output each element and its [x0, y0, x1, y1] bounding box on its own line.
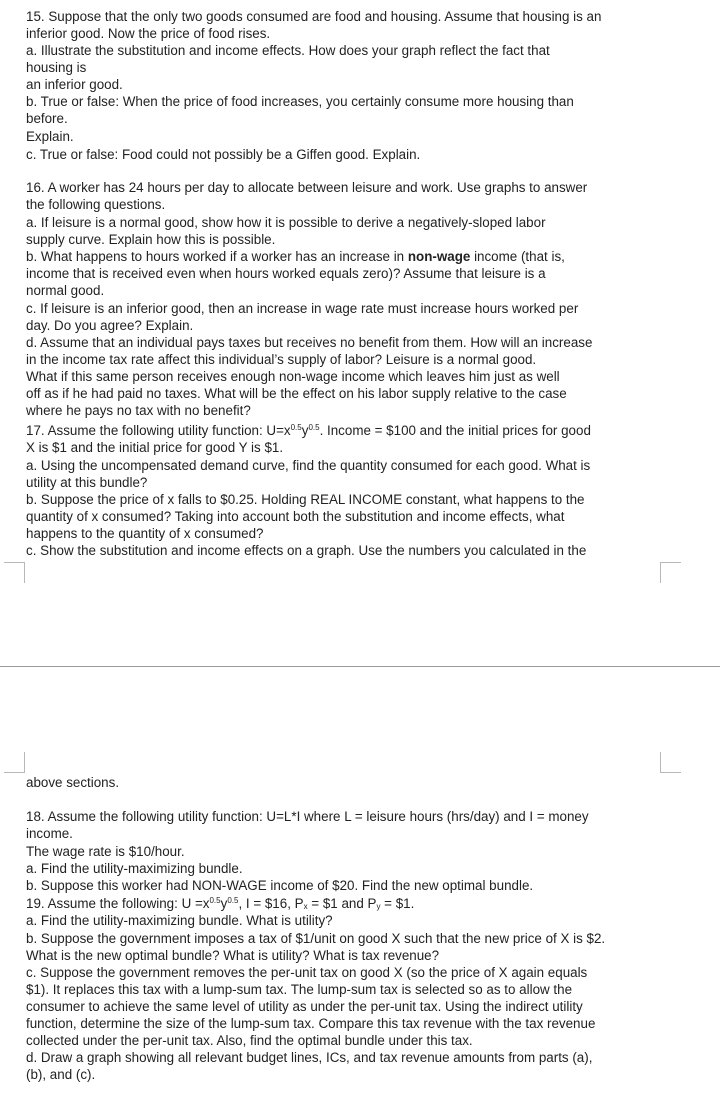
q17-part-b-cont: quantity of x consumed? Taking into account both the substitution and income effects, what: [26, 509, 565, 524]
q15-stem: 15. Suppose that the only two goods consumed are food and housing. Assume that housing is an: [26, 9, 602, 24]
q16-part-a-cont: supply curve. Explain how this is possible.: [26, 232, 276, 247]
q17-stem-cont: X is $1 and the initial price for good Y is $1.: [26, 440, 284, 455]
q18-stem: 18. Assume the following utility function: U=L*I where L = leisure hours (hrs/day) and I = money: [26, 809, 589, 824]
exponent: 0.5: [290, 423, 302, 432]
q19-part-d: d. Draw a graph showing all relevant budget lines, ICs, and tax revenue amounts from parts (a),: [26, 1050, 593, 1065]
q17-part-b: b. Suppose the price of x falls to $0.25. Holding REAL INCOME constant, what happens to the: [26, 492, 585, 507]
var-y: y: [301, 423, 309, 438]
q15-stem-cont: inferior good. Now the price of food rises.: [26, 26, 271, 41]
crop-mark-bottom-right: [660, 752, 681, 773]
q19-stem-text: 19. Assume the following: U =x: [26, 896, 210, 911]
q17-stem: [26, 422, 591, 439]
q19-part-b-cont: What is the new optimal bundle? What is utility? What is tax revenue?: [26, 948, 440, 963]
q15-part-a-cont: housing is: [26, 60, 87, 75]
q19-stem-text: , I = $16, P: [238, 896, 304, 911]
var-y: y: [220, 896, 228, 911]
crop-mark-bottom-left: [4, 752, 25, 773]
q16-part-d-cont: What if this same person receives enough non-wage income which leaves him just as well: [26, 369, 560, 384]
q19-stem: [26, 895, 414, 912]
q17-part-c-cont: above sections.: [26, 775, 120, 790]
q17-part-a: a. Using the uncompensated demand curve, find the quantity consumed for each good. What is: [26, 458, 591, 473]
q15-part-c: c. True or false: Food could not possibly be a Giffen good. Explain.: [26, 147, 421, 162]
q16-part-d-cont: in the income tax rate affect this individual’s supply of labor? Leisure is a normal good.: [26, 352, 537, 367]
q17-stem-text: 17. Assume the following utility function: U=x: [26, 423, 291, 438]
q18-stem-cont: income.: [26, 826, 73, 841]
q16-stem: 16. A worker has 24 hours per day to allocate between leisure and work. Use graphs to answer: [26, 180, 588, 195]
q16-part-c-cont: day. Do you agree? Explain.: [26, 318, 194, 333]
q19-part-d-cont: (b), and (c).: [26, 1067, 96, 1082]
subscript: x: [303, 902, 308, 911]
q19-part-c-cont: consumer to achieve the same level of utility as under the per-unit tax. Using the indirect utility: [26, 999, 583, 1014]
exponent: 0.5: [227, 896, 239, 905]
q19-part-c-cont: $1). It replaces this tax with a lump-sum tax. The lump-sum tax is selected so as to allow the: [26, 982, 573, 997]
q15-part-b-cont: Explain.: [26, 129, 74, 144]
q16-part-c: c. If leisure is an inferior good, then an increase in wage rate must increase hours worked per: [26, 301, 579, 316]
q15-part-b: b. True or false: When the price of food increases, you certainly consume more housing than: [26, 94, 574, 109]
q17-part-a-cont: utility at this bundle?: [26, 475, 148, 490]
crop-mark-top-right: [660, 562, 681, 583]
q17-part-c: c. Show the substitution and income effects on a graph. Use the numbers you calculated in the: [26, 543, 587, 558]
q19-part-c: c. Suppose the government removes the per-unit tax on good X (so the price of X again equals: [26, 965, 588, 980]
q15-part-a: a. Illustrate the substitution and income effects. How does your graph reflect the fact that: [26, 43, 550, 58]
subscript: y: [376, 902, 381, 911]
q16-part-b-cont: normal good.: [26, 283, 105, 298]
q16-stem-cont: the following questions.: [26, 197, 166, 212]
q16-b-text-end: income (that is,: [470, 249, 565, 264]
q18-part-b: b. Suppose this worker had NON-WAGE income of $20. Find the new optimal bundle.: [26, 878, 534, 893]
q15-part-b-cont: before.: [26, 111, 68, 126]
q18-wage: The wage rate is $10/hour.: [26, 844, 185, 859]
q19-part-a: a. Find the utility-maximizing bundle. What is utility?: [26, 913, 333, 928]
q16-part-d-cont: off as if he had paid no taxes. What will be the effect on his labor supply relative to the case: [26, 386, 567, 401]
crop-mark-top-left: [4, 562, 25, 583]
q16-b-text: b. What happens to hours worked if a worker has an increase in: [26, 249, 408, 264]
q16-part-b-cont: income that is received even when hours worked equals zero)? Assume that leisure is a: [26, 266, 546, 281]
exponent: 0.5: [308, 423, 320, 432]
q16-part-b: [26, 248, 565, 265]
q19-stem-text-end: = $1.: [380, 896, 415, 911]
q16-part-d: d. Assume that an individual pays taxes but receives no benefit from them. How will an increase: [26, 335, 593, 350]
q19-part-b: b. Suppose the government imposes a tax of $1/unit on good X such that the new price of X is $2.: [26, 931, 606, 946]
q18-part-a: a. Find the utility-maximizing bundle.: [26, 861, 243, 876]
non-wage-emphasis: non-wage: [407, 249, 471, 264]
page-divider: [0, 666, 720, 667]
q19-part-c-cont: collected under the per-unit tax. Also, find the optimal bundle under this tax.: [26, 1033, 473, 1048]
q15-part-a-cont: an inferior good.: [26, 77, 123, 92]
q19-stem-text: = $1 and P: [307, 896, 377, 911]
q16-part-d-cont: where he pays no tax with no benefit?: [26, 403, 251, 418]
q16-part-a: a. If leisure is a normal good, show how it is possible to derive a negatively-sloped labor: [26, 215, 546, 230]
q17-part-b-cont: happens to the quantity of x consumed?: [26, 526, 264, 541]
q19-part-c-cont: function, determine the size of the lump-sum tax. Compare this tax revenue with the tax revenue: [26, 1016, 596, 1031]
q17-stem-text-end: . Income = $100 and the initial prices for good: [319, 423, 591, 438]
exponent: 0.5: [209, 896, 221, 905]
